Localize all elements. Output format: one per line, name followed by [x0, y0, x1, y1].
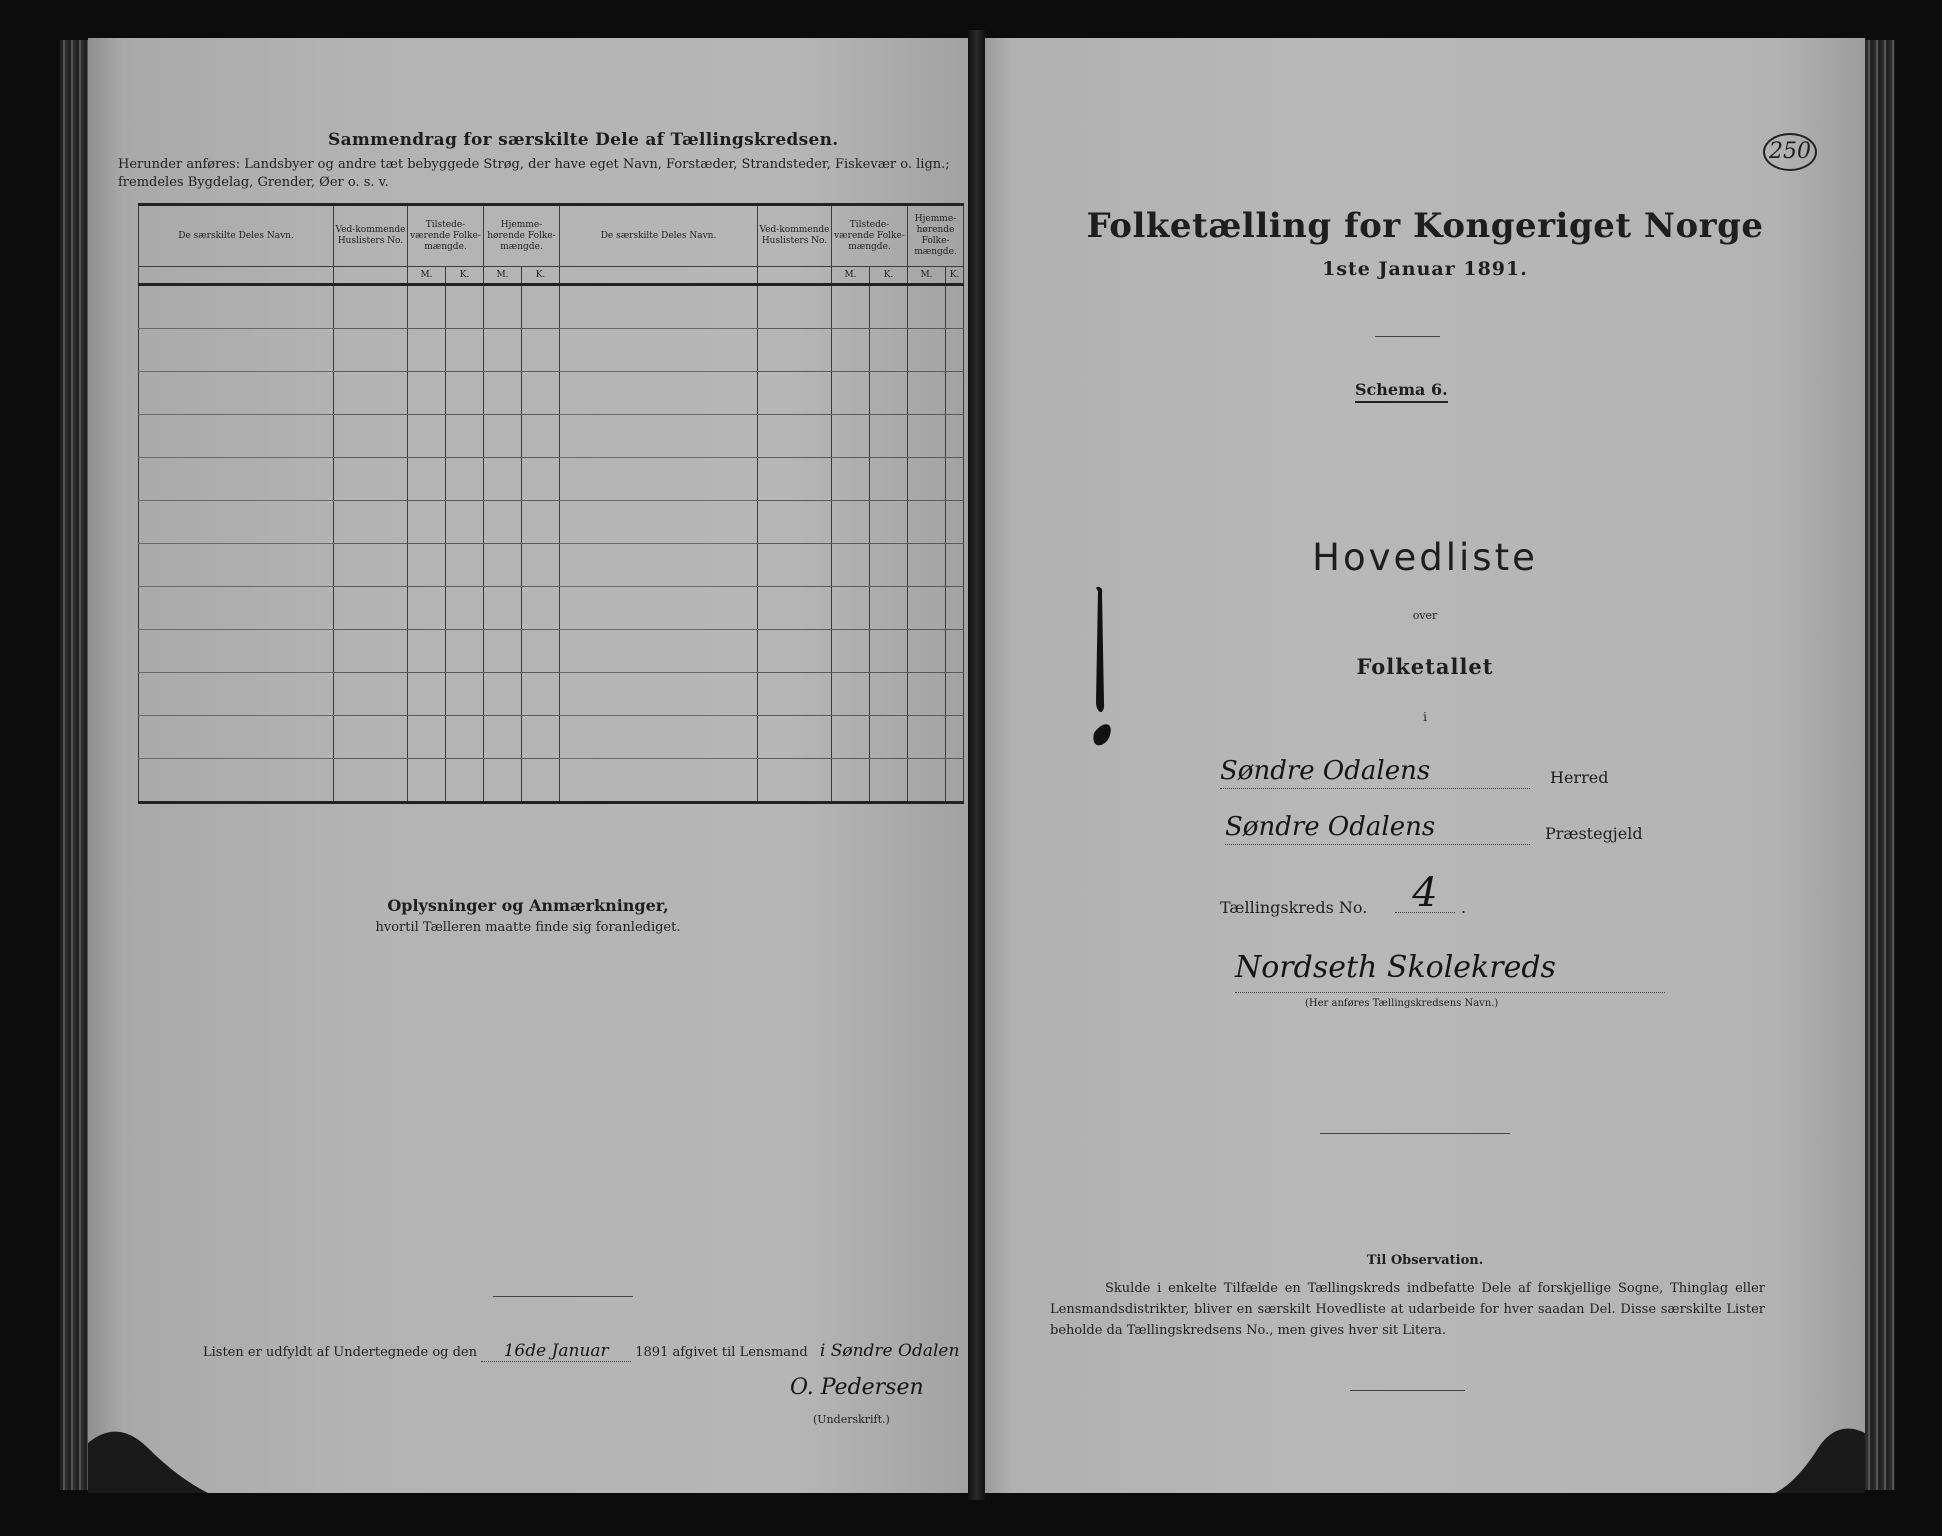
table-cell [446, 759, 484, 803]
table-row [139, 415, 964, 458]
over-text: over [1412, 609, 1438, 622]
col-header-hjemme: Hjemme-hørende Folke-mængde. [484, 205, 560, 267]
signature-date: 16de Januar [481, 1341, 631, 1362]
table-cell [484, 716, 522, 759]
i-text: i [1423, 710, 1427, 724]
table-cell [560, 673, 758, 716]
table-cell [484, 372, 522, 415]
table-cell [334, 630, 408, 673]
herred-value: Søndre Odalens [1220, 756, 1530, 789]
kreds-name-value: Nordseth Skolekreds [1235, 950, 1665, 993]
table-cell [758, 544, 832, 587]
left-page [88, 38, 968, 1493]
table-cell [139, 673, 334, 716]
kreds-name-label: (Her anføres Tællingskredsens Navn.) [1305, 998, 1499, 1009]
table-cell [446, 285, 484, 329]
table-cell [484, 329, 522, 372]
table-cell [908, 458, 946, 501]
tellingskreds-label: Tællingskreds No. [1220, 898, 1368, 917]
table-row [139, 630, 964, 673]
table-row [139, 759, 964, 803]
table-cell [870, 673, 908, 716]
hovedliste-heading: Hovedliste [1312, 536, 1538, 579]
table-cell [408, 759, 446, 803]
sub-m: M. [908, 267, 946, 285]
table-cell [139, 372, 334, 415]
table-cell [408, 415, 446, 458]
table-cell [408, 501, 446, 544]
herred-label: Herred [1550, 768, 1609, 787]
table-cell [908, 372, 946, 415]
table-cell [758, 501, 832, 544]
table-cell [908, 716, 946, 759]
table-row [139, 673, 964, 716]
table-cell [560, 329, 758, 372]
table-cell [408, 673, 446, 716]
table-cell [522, 716, 560, 759]
table-cell [334, 415, 408, 458]
table-cell [484, 587, 522, 630]
signature-name: O. Pedersen [790, 1375, 924, 1400]
table-cell [522, 759, 560, 803]
table-cell [560, 415, 758, 458]
table-cell [408, 716, 446, 759]
table-row [139, 587, 964, 630]
observation-text: Skulde i enkelte Tilfælde en Tællingskreds indbefatte Dele af forskjellige Sogne, Thinglag eller Lensmandsdistrikter, bliver en særskilt Hovedliste at udarbeide for hver saadan Del. Disse særskilte Lister beholde da Tællingskredsens No., men gives hver sit Litera. [1050, 1281, 1765, 1338]
table-cell [560, 716, 758, 759]
table-cell [908, 587, 946, 630]
divider-line [1375, 336, 1440, 337]
table-cell [870, 285, 908, 329]
table-row [139, 501, 964, 544]
table-cell [560, 759, 758, 803]
table-cell [870, 716, 908, 759]
table-cell [446, 372, 484, 415]
table-cell [832, 501, 870, 544]
table-cell [832, 587, 870, 630]
table-cell [908, 673, 946, 716]
table-cell [334, 329, 408, 372]
prestegjeld-value: Søndre Odalens [1225, 812, 1530, 845]
divider-line [1350, 1390, 1465, 1391]
table-cell [870, 759, 908, 803]
table-cell [946, 329, 964, 372]
table-cell [870, 372, 908, 415]
table-cell [946, 587, 964, 630]
table-cell [832, 458, 870, 501]
table-cell [870, 458, 908, 501]
book-gutter [968, 30, 985, 1500]
page-corner-shadow [88, 1423, 208, 1493]
divider-line [493, 1296, 633, 1297]
table-cell [522, 372, 560, 415]
table-cell [758, 458, 832, 501]
tellingskreds-dot: . [1461, 898, 1467, 917]
table-cell [139, 716, 334, 759]
table-cell [139, 285, 334, 329]
table-row [139, 458, 964, 501]
table-cell [560, 458, 758, 501]
table-cell [408, 630, 446, 673]
table-cell [522, 630, 560, 673]
col-header-tilstede: Tilstede-værende Folke-mængde. [408, 205, 484, 267]
table-cell [946, 544, 964, 587]
table-cell [139, 587, 334, 630]
table-cell [908, 630, 946, 673]
sub-m: M. [484, 267, 522, 285]
signature-line [203, 1341, 959, 1362]
schema-label: Schema 6. [1355, 380, 1448, 403]
table-cell [832, 673, 870, 716]
table-row [139, 329, 964, 372]
table-cell [408, 285, 446, 329]
table-cell [832, 415, 870, 458]
col-header-hjemme-2: Hjemme-hørende Folke-mængde. [908, 205, 964, 267]
table-cell [334, 544, 408, 587]
table-cell [758, 759, 832, 803]
table-cell [560, 544, 758, 587]
sub-m: M. [408, 267, 446, 285]
table-cell [758, 329, 832, 372]
table-cell [560, 587, 758, 630]
col-header-huslist: Ved-kommende Huslisters No. [334, 205, 408, 267]
table-cell [522, 587, 560, 630]
book-edge-left [60, 40, 88, 1490]
table-cell [484, 673, 522, 716]
table-row [139, 716, 964, 759]
table-cell [446, 544, 484, 587]
table-cell [832, 544, 870, 587]
table-cell [908, 759, 946, 803]
table-cell [522, 544, 560, 587]
summary-subtitle: Herunder anføres: Landsbyer og andre tæt bebyggede Strøg, der have eget Navn, Forstæder, Strandsteder, Fiskevær o. lign.; fremdeles Bygdelag, Grender, Øer o. s. v. [118, 157, 950, 190]
right-page [985, 38, 1865, 1493]
table-cell [560, 372, 758, 415]
table-cell [946, 458, 964, 501]
table-cell [334, 673, 408, 716]
table-cell [832, 630, 870, 673]
prestegjeld-label: Præstegjeld [1545, 824, 1643, 843]
table-cell [870, 329, 908, 372]
sub-k: K. [870, 267, 908, 285]
table-cell [832, 372, 870, 415]
table-cell [758, 630, 832, 673]
table-row [139, 285, 964, 329]
table-cell [870, 415, 908, 458]
table-cell [408, 587, 446, 630]
table-cell [522, 415, 560, 458]
table-cell [484, 501, 522, 544]
table-cell [560, 630, 758, 673]
table-cell [446, 501, 484, 544]
observation-title: Til Observation. [1366, 1253, 1484, 1268]
table-cell [758, 587, 832, 630]
table-cell [334, 587, 408, 630]
table-cell [946, 501, 964, 544]
table-cell [446, 415, 484, 458]
signature-year: 1891 afgivet til Lensmand [635, 1345, 808, 1360]
table-cell [870, 587, 908, 630]
table-cell [560, 285, 758, 329]
table-cell [908, 329, 946, 372]
table-cell [946, 716, 964, 759]
table-cell [758, 673, 832, 716]
table-cell [139, 630, 334, 673]
table-cell [446, 673, 484, 716]
table-cell [139, 329, 334, 372]
signature-prefix: Listen er udfyldt af Undertegnede og den [203, 1345, 477, 1360]
table-cell [832, 329, 870, 372]
table-cell [832, 716, 870, 759]
table-cell [908, 285, 946, 329]
table-row [139, 544, 964, 587]
table-cell [139, 759, 334, 803]
table-cell [484, 630, 522, 673]
table-cell [758, 372, 832, 415]
table-cell [334, 759, 408, 803]
page-number-stamp: 250 [1763, 133, 1817, 171]
table-cell [908, 415, 946, 458]
table-cell [832, 285, 870, 329]
summary-title: Sammendrag for særskilte Dele af Tællingskredsen. [328, 130, 839, 150]
signature-place: i Søndre Odalen [819, 1341, 960, 1361]
census-date: 1ste Januar 1891. [1322, 258, 1528, 280]
table-cell [139, 501, 334, 544]
table-cell [870, 501, 908, 544]
tellingskreds-number: 4 [1395, 870, 1455, 913]
table-cell [522, 458, 560, 501]
table-cell [946, 415, 964, 458]
table-cell [446, 716, 484, 759]
col-header-tilstede-2: Tilstede-værende Folke-mængde. [832, 205, 908, 267]
table-cell [334, 716, 408, 759]
table-cell [139, 544, 334, 587]
table-cell [522, 285, 560, 329]
sub-k: K. [946, 267, 964, 285]
table-cell [908, 544, 946, 587]
table-cell [522, 501, 560, 544]
table-cell [446, 458, 484, 501]
table-cell [758, 285, 832, 329]
pencil-mark-icon [1080, 583, 1120, 763]
table-cell [870, 544, 908, 587]
table-cell [334, 285, 408, 329]
table-cell [522, 329, 560, 372]
table-cell [870, 630, 908, 673]
table-cell [560, 501, 758, 544]
table-cell [484, 544, 522, 587]
table-cell [484, 759, 522, 803]
table-cell [139, 458, 334, 501]
col-header-huslist-2: Ved-kommende Huslisters No. [758, 205, 832, 267]
signature-label: (Underskrift.) [813, 1413, 890, 1426]
table-cell [408, 329, 446, 372]
divider-line [1320, 1133, 1510, 1134]
table-cell [446, 630, 484, 673]
table-cell [334, 372, 408, 415]
table-cell [139, 415, 334, 458]
book-edge-right [1865, 40, 1895, 1490]
table-cell [758, 716, 832, 759]
col-header-name: De særskilte Deles Navn. [139, 205, 334, 267]
sub-k: K. [446, 267, 484, 285]
table-cell [446, 329, 484, 372]
table-cell [334, 458, 408, 501]
table-cell [908, 501, 946, 544]
remarks-title: Oplysninger og Anmærkninger, [387, 896, 669, 915]
col-header-name-2: De særskilte Deles Navn. [560, 205, 758, 267]
table-cell [946, 372, 964, 415]
summary-table [138, 203, 964, 804]
table-cell [334, 501, 408, 544]
table-row [139, 372, 964, 415]
table-cell [946, 759, 964, 803]
summary-table-body [139, 285, 964, 803]
table-cell [408, 544, 446, 587]
table-cell [408, 372, 446, 415]
table-cell [832, 759, 870, 803]
table-cell [946, 673, 964, 716]
sub-m: M. [832, 267, 870, 285]
table-cell [446, 587, 484, 630]
table-cell [484, 285, 522, 329]
table-cell [946, 285, 964, 329]
remarks-subtitle: hvortil Tælleren maatte finde sig foranlediget. [375, 920, 681, 935]
table-cell [484, 458, 522, 501]
census-title: Folketælling for Kongeriget Norge [1086, 206, 1764, 246]
page-corner-shadow [1775, 1423, 1865, 1493]
sub-k: K. [522, 267, 560, 285]
table-cell [758, 415, 832, 458]
table-cell [522, 673, 560, 716]
folketallet-heading: Folketallet [1356, 654, 1494, 679]
table-cell [484, 415, 522, 458]
table-cell [408, 458, 446, 501]
table-cell [946, 630, 964, 673]
